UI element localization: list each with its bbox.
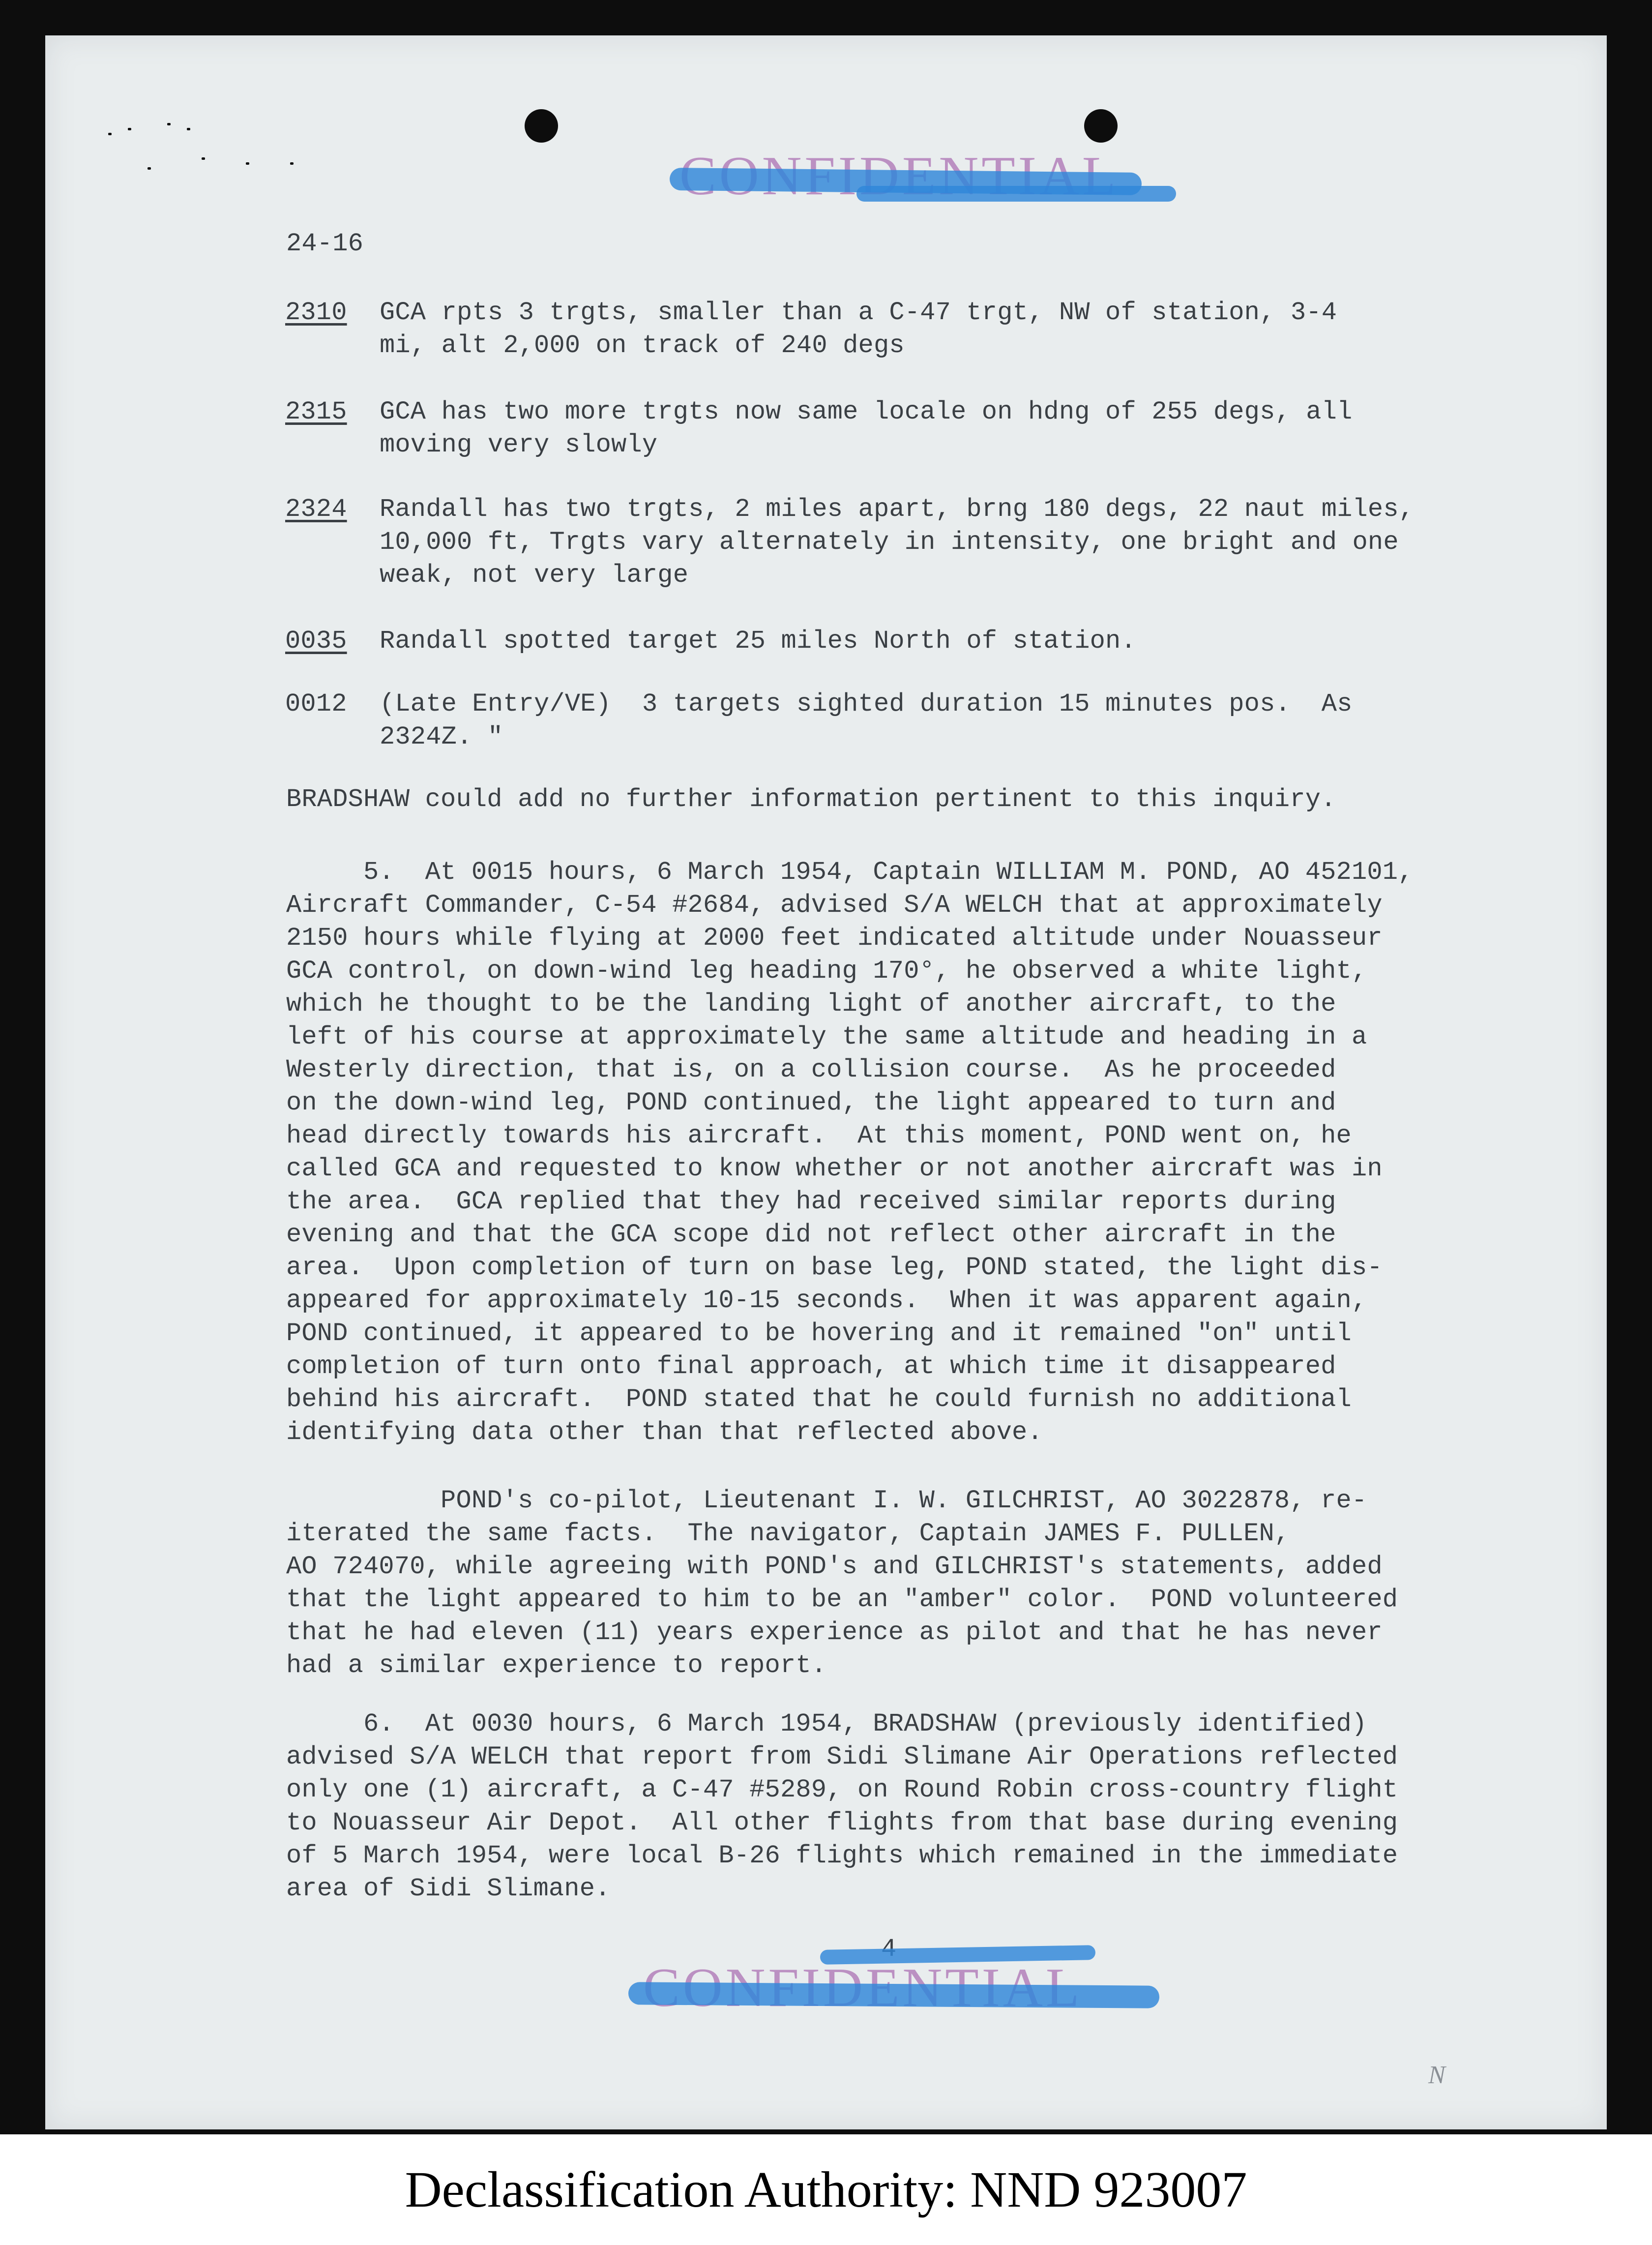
line: appeared for approximately 10-15 seconds. When it was apparent again, (286, 1286, 1367, 1315)
line: POND continued, it appeared to be hovering and it remained "on" until (286, 1319, 1352, 1348)
line: behind his aircraft. POND stated that he could furnish no additional (286, 1385, 1352, 1414)
line: Aircraft Commander, C-54 #2684, advised S/A WELCH that at approximately (286, 891, 1383, 920)
line: on the down-wind leg, POND continued, the light appeared to turn and (286, 1088, 1336, 1117)
speck (246, 162, 249, 165)
speck (167, 123, 171, 125)
line: only one (1) aircraft, a C-47 #5289, on Round Robin cross-country flight (286, 1775, 1398, 1804)
line: GCA rpts 3 trgts, smaller than a C-47 trgt, NW of station, 3-4 (380, 298, 1337, 327)
punch-hole (1084, 109, 1118, 143)
line: mi, alt 2,000 on track of 240 degs (380, 331, 905, 360)
time-2310: 2310 (285, 298, 347, 327)
speck (187, 128, 190, 130)
line: 2150 hours while flying at 2000 feet indicated altitude under Nouasseur (286, 924, 1383, 953)
bradshaw-note: BRADSHAW could add no further information pertinent to this inquiry. (286, 785, 1336, 814)
line: identifying data other than that reflected above. (286, 1418, 1043, 1447)
line: iterated the same facts. The navigator, Captain JAMES F. PULLEN, (286, 1519, 1290, 1548)
line: head directly towards his aircraft. At this moment, POND went on, he (286, 1121, 1352, 1150)
speck (148, 167, 151, 170)
line: advised S/A WELCH that report from Sidi Slimane Air Operations reflected (286, 1742, 1398, 1771)
speck (202, 157, 205, 160)
log-entry-text (380, 625, 1136, 658)
log-time (285, 296, 347, 329)
marker-stroke (628, 1982, 1159, 2008)
line: Randall has two trgts, 2 miles apart, brng 180 degs, 22 naut miles, (380, 495, 1415, 524)
line: that he had eleven (11) years experience as pilot and that he has never (286, 1618, 1383, 1647)
log-time (285, 688, 347, 720)
line: 5. At 0015 hours, 6 March 1954, Captain WILLIAM M. POND, AO 452101, (286, 858, 1414, 887)
time-2315: 2315 (285, 397, 347, 426)
time-0035: 0035 (285, 627, 347, 656)
line: Randall spotted target 25 miles North of station. (380, 627, 1136, 656)
line: which he thought to be the landing light of another aircraft, to the (286, 989, 1336, 1018)
line: GCA has two more trgts now same locale on hdng of 255 degs, all (380, 397, 1353, 426)
line: evening and that the GCA scope did not reflect other aircraft in the (286, 1220, 1336, 1249)
line: (Late Entry/VE) 3 targets sighted duration 15 minutes pos. As (380, 689, 1353, 718)
line: 6. At 0030 hours, 6 March 1954, BRADSHAW (previously identified) (286, 1709, 1367, 1738)
line: 10,000 ft, Trgts vary alternately in intensity, one bright and one (380, 528, 1399, 557)
log-entry-text (380, 395, 1353, 461)
declassification-footer: Declassification Authority: NND 923007 (405, 2161, 1247, 2218)
speck (128, 128, 131, 130)
line: POND's co-pilot, Lieutenant I. W. GILCHRIST, AO 3022878, re- (286, 1486, 1367, 1515)
line: GCA control, on down-wind leg heading 170°, he observed a white light, (286, 957, 1367, 986)
line: had a similar experience to report. (286, 1651, 827, 1680)
time-2324: 2324 (285, 495, 347, 524)
confidential-stamp-top (679, 145, 1171, 223)
log-entry-text (380, 688, 1353, 753)
log-time (285, 625, 347, 658)
time-0012: 0012 (285, 689, 347, 718)
line: area. Upon completion of turn on base leg, POND stated, the light dis- (286, 1253, 1383, 1282)
speck (290, 162, 294, 165)
marker-stroke (856, 186, 1176, 202)
line: of 5 March 1954, were local B-26 flights which remained in the immediate (286, 1841, 1398, 1870)
log-time (285, 493, 347, 526)
document-page (45, 35, 1607, 2129)
log-time (285, 395, 347, 428)
log-entry-text (380, 296, 1337, 362)
line: AO 724070, while agreeing with POND's and GILCHRIST's statements, added (286, 1552, 1383, 1581)
line: that the light appeared to him to be an "amber" color. POND volunteered (286, 1585, 1398, 1614)
line: called GCA and requested to know whether or not another aircraft was in (286, 1154, 1383, 1183)
line: Westerly direction, that is, on a collision course. As he proceeded (286, 1055, 1336, 1084)
punch-hole (525, 109, 558, 143)
line: weak, not very large (380, 561, 689, 590)
confidential-stamp-bottom (643, 1947, 1282, 2026)
line: 2324Z. " (380, 722, 503, 751)
paragraph-5-continued (286, 1484, 1398, 1682)
line: moving very slowly (380, 430, 658, 459)
line: completion of turn onto final approach, at which time it disappeared (286, 1352, 1336, 1381)
line: to Nouasseur Air Depot. All other flights from that base during evening (286, 1808, 1398, 1837)
speck (108, 133, 112, 135)
line: the area. GCA replied that they had received similar reports during (286, 1187, 1336, 1216)
page-ref: 24-16 (286, 229, 364, 258)
paragraph-6 (286, 1707, 1398, 1905)
log-entry-text (380, 493, 1414, 592)
corner-mark: N (1428, 2061, 1446, 2089)
line: area of Sidi Slimane. (286, 1874, 611, 1903)
paragraph-5 (286, 856, 1414, 1449)
line: left of his course at approximately the same altitude and heading in a (286, 1022, 1367, 1051)
